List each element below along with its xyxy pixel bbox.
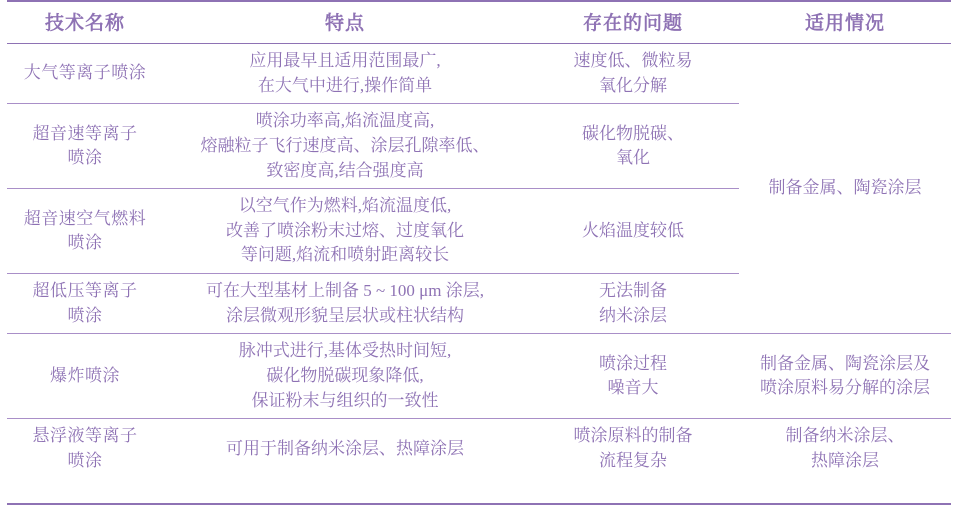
text-line: 可用于制备纳米涂层、热障涂层: [226, 438, 464, 458]
cell-technology-name: [7, 419, 163, 479]
text-line: 喷涂: [67, 233, 103, 253]
text-line: 保证粉末与组织的一致性: [251, 390, 439, 410]
cell-technology-name: [7, 274, 163, 334]
cell-feature: [163, 274, 527, 334]
table-body: [7, 44, 951, 479]
table-row: [7, 419, 951, 479]
text-line: 致密度高,结合强度高: [266, 160, 424, 180]
cell-problem: [527, 419, 739, 479]
text-line: 喷涂: [67, 450, 103, 470]
text-line: 喷涂原料的制备: [573, 426, 693, 446]
text-line: 脉冲式进行,基体受热时间短,: [238, 341, 452, 361]
text-line: 喷涂过程: [599, 353, 667, 373]
cell-feature: [163, 104, 527, 189]
cell-feature: [163, 334, 527, 419]
text-line: 悬浮液等离子: [32, 426, 138, 446]
table-header: [7, 1, 951, 44]
cell-use: [739, 419, 951, 479]
text-line: 速度低、微粒易: [573, 51, 693, 70]
table-bottom-rule: [7, 503, 951, 505]
text-line: 纳米涂层: [599, 305, 667, 325]
cell-feature: [163, 189, 527, 274]
table-header-row: [7, 1, 951, 44]
text-line: 应用最早且适用范围最广,: [249, 51, 441, 70]
text-line: 氧化: [616, 148, 650, 168]
text-line: 氧化分解: [599, 75, 667, 95]
text-line: 超低压等离子: [32, 281, 138, 301]
cell-use-merged: [739, 44, 951, 334]
text-line: 大气等离子喷涂: [23, 63, 147, 83]
cell-use: [739, 334, 951, 419]
text-line: 在大气中进行,操作简单: [257, 75, 433, 95]
text-line: 喷涂原料易分解的涂层: [760, 378, 930, 398]
text-line: 超音速等离子: [32, 123, 138, 143]
text-line: 碳化物脱碳、: [582, 123, 684, 143]
text-line: 碳化物脱碳现象降低,: [266, 366, 424, 386]
table-row: [7, 44, 951, 104]
cell-feature: [163, 44, 527, 104]
text-line: 制备金属、陶瓷涂层及: [760, 353, 930, 373]
text-line: 噪音大: [607, 378, 659, 398]
text-line: 涂层微观形貌呈层状或柱状结构: [226, 305, 464, 325]
text-line: 喷涂: [67, 305, 103, 325]
cell-technology-name: [7, 334, 163, 419]
column-header-use: 适用情况: [804, 13, 885, 34]
text-line: 超音速空气燃料: [23, 208, 147, 228]
table-row: [7, 334, 951, 419]
cell-feature: [163, 419, 527, 479]
text-line: 制备金属、陶瓷涂层: [768, 178, 922, 198]
cell-problem: [527, 334, 739, 419]
text-line: 等问题,焰流和喷射距离较长: [240, 245, 450, 265]
column-header-name: 技术名称: [44, 13, 125, 34]
text-line: 制备纳米涂层、: [785, 426, 905, 446]
text-line: 以空气作为燃料,焰流温度低,: [238, 196, 452, 216]
text-line: 无法制备: [599, 281, 667, 301]
column-header-feature: 特点: [324, 13, 365, 34]
column-header-problem: 存在的问题: [582, 13, 683, 34]
cell-problem: [527, 274, 739, 334]
cell-problem: [527, 44, 739, 104]
text-line: 改善了喷涂粉末过熔、过度氧化: [226, 220, 464, 240]
text-line: 热障涂层: [811, 450, 879, 470]
technology-comparison-table: [7, 0, 951, 479]
text-line: 喷涂: [67, 148, 103, 168]
text-line: 熔融粒子飞行速度高、涂层孔隙率低、: [200, 135, 490, 155]
text-line: 爆炸喷涂: [50, 366, 120, 386]
cell-problem: [527, 104, 739, 189]
text-line: 喷涂功率高,焰流温度高,: [255, 111, 435, 131]
cell-technology-name: [7, 44, 163, 104]
text-line: 火焰温度较低: [582, 220, 684, 240]
text-line: 流程复杂: [599, 450, 667, 470]
cell-problem: [527, 189, 739, 274]
cell-technology-name: [7, 104, 163, 189]
cell-technology-name: [7, 189, 163, 274]
text-line: 可在大型基材上制备 5 ~ 100 μm 涂层,: [205, 281, 485, 301]
